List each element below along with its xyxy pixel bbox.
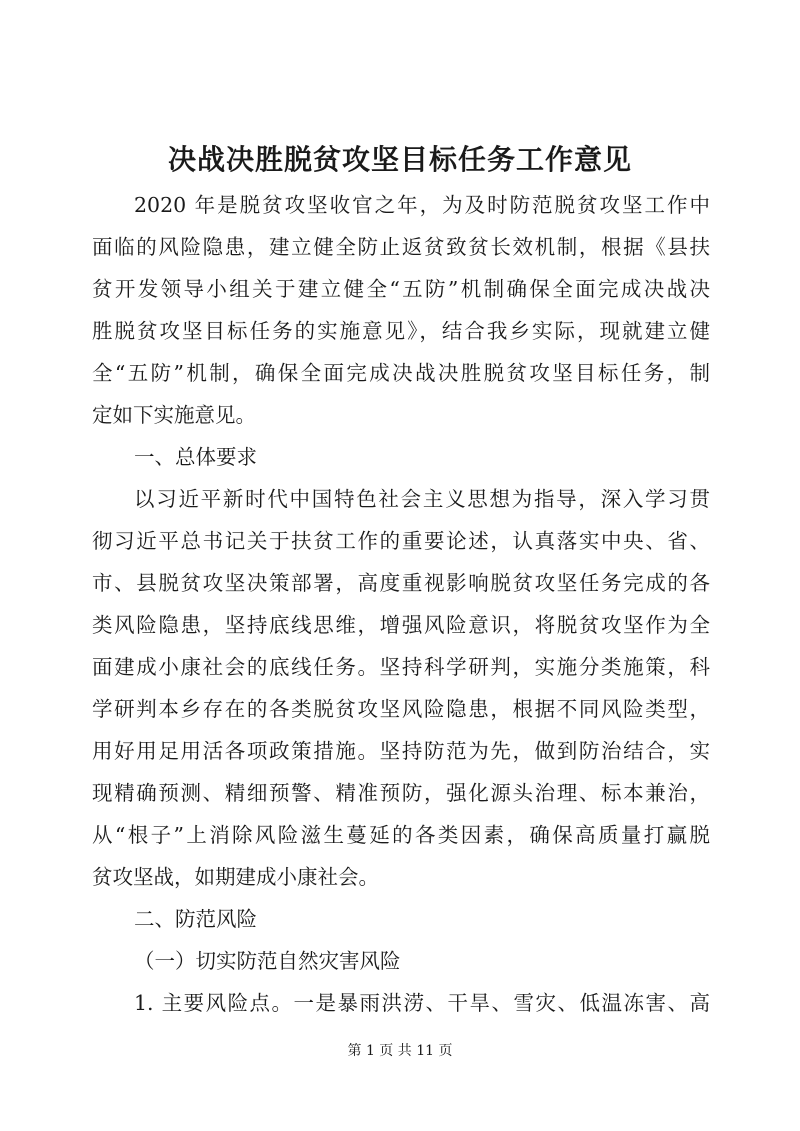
subsection-heading: （一）切实防范自然灾害风险	[134, 949, 401, 973]
text-line: 现精确预测、精细预警、精准预防，强化源头治理、标本兼治，	[92, 781, 710, 805]
paragraph-intro	[92, 184, 710, 436]
text-line: 用好用足用活各项政策措施。坚持防范为先，做到防治结合，实	[92, 739, 710, 763]
paragraph-risk-points	[92, 982, 710, 1024]
document-title: 决战决胜脱贫攻坚目标任务工作意见	[167, 143, 632, 176]
text-line: 面建成小康社会的底线任务。坚持科学研判，实施分类施策，科	[92, 655, 710, 679]
text-line: 胜脱贫攻坚目标任务的实施意见》，结合我乡实际，现就建立健	[92, 319, 710, 343]
text-line: 1. 主要风险点。一是暴雨洪涝、干旱、雪灾、低温冻害、高	[134, 991, 710, 1015]
text-line: 类风险隐患，坚持底线思维，增强风险意识，将脱贫攻坚作为全	[92, 613, 710, 637]
text-line: 学研判本乡存在的各类脱贫攻坚风险隐患，根据不同风险类型，	[92, 697, 710, 721]
section-heading: 一、总体要求	[134, 445, 257, 469]
page-footer: 第 1 页 共 11 页	[347, 1043, 453, 1059]
text-line: 彻习近平总书记关于扶贫工作的重要论述，认真落实中央、省、	[92, 529, 710, 553]
text-line: 贫攻坚战，如期建成小康社会。	[92, 865, 379, 889]
text-line: 定如下实施意见。	[92, 403, 256, 427]
text-line: 市、县脱贫攻坚决策部署，高度重视影响脱贫攻坚任务完成的各	[92, 571, 710, 595]
section-heading: 二、防范风险	[134, 907, 257, 931]
text-line: 贫开发领导小组关于建立健全“五防”机制确保全面完成决战决	[92, 277, 710, 301]
document-body	[92, 184, 710, 1024]
paragraph-general-requirements	[92, 478, 710, 898]
text-line: 从“根子”上消除风险滋生蔓延的各类因素，确保高质量打赢脱	[92, 823, 710, 847]
text-line: 面临的风险隐患，建立健全防止返贫致贫长效机制，根据《县扶	[92, 235, 710, 259]
text-line: 全“五防”机制，确保全面完成决战决胜脱贫攻坚目标任务，制	[92, 361, 710, 385]
text-line: 2020 年是脱贫攻坚收官之年，为及时防范脱贫攻坚工作中	[134, 193, 710, 217]
text-line: 以习近平新时代中国特色社会主义思想为指导，深入学习贯	[134, 487, 710, 511]
